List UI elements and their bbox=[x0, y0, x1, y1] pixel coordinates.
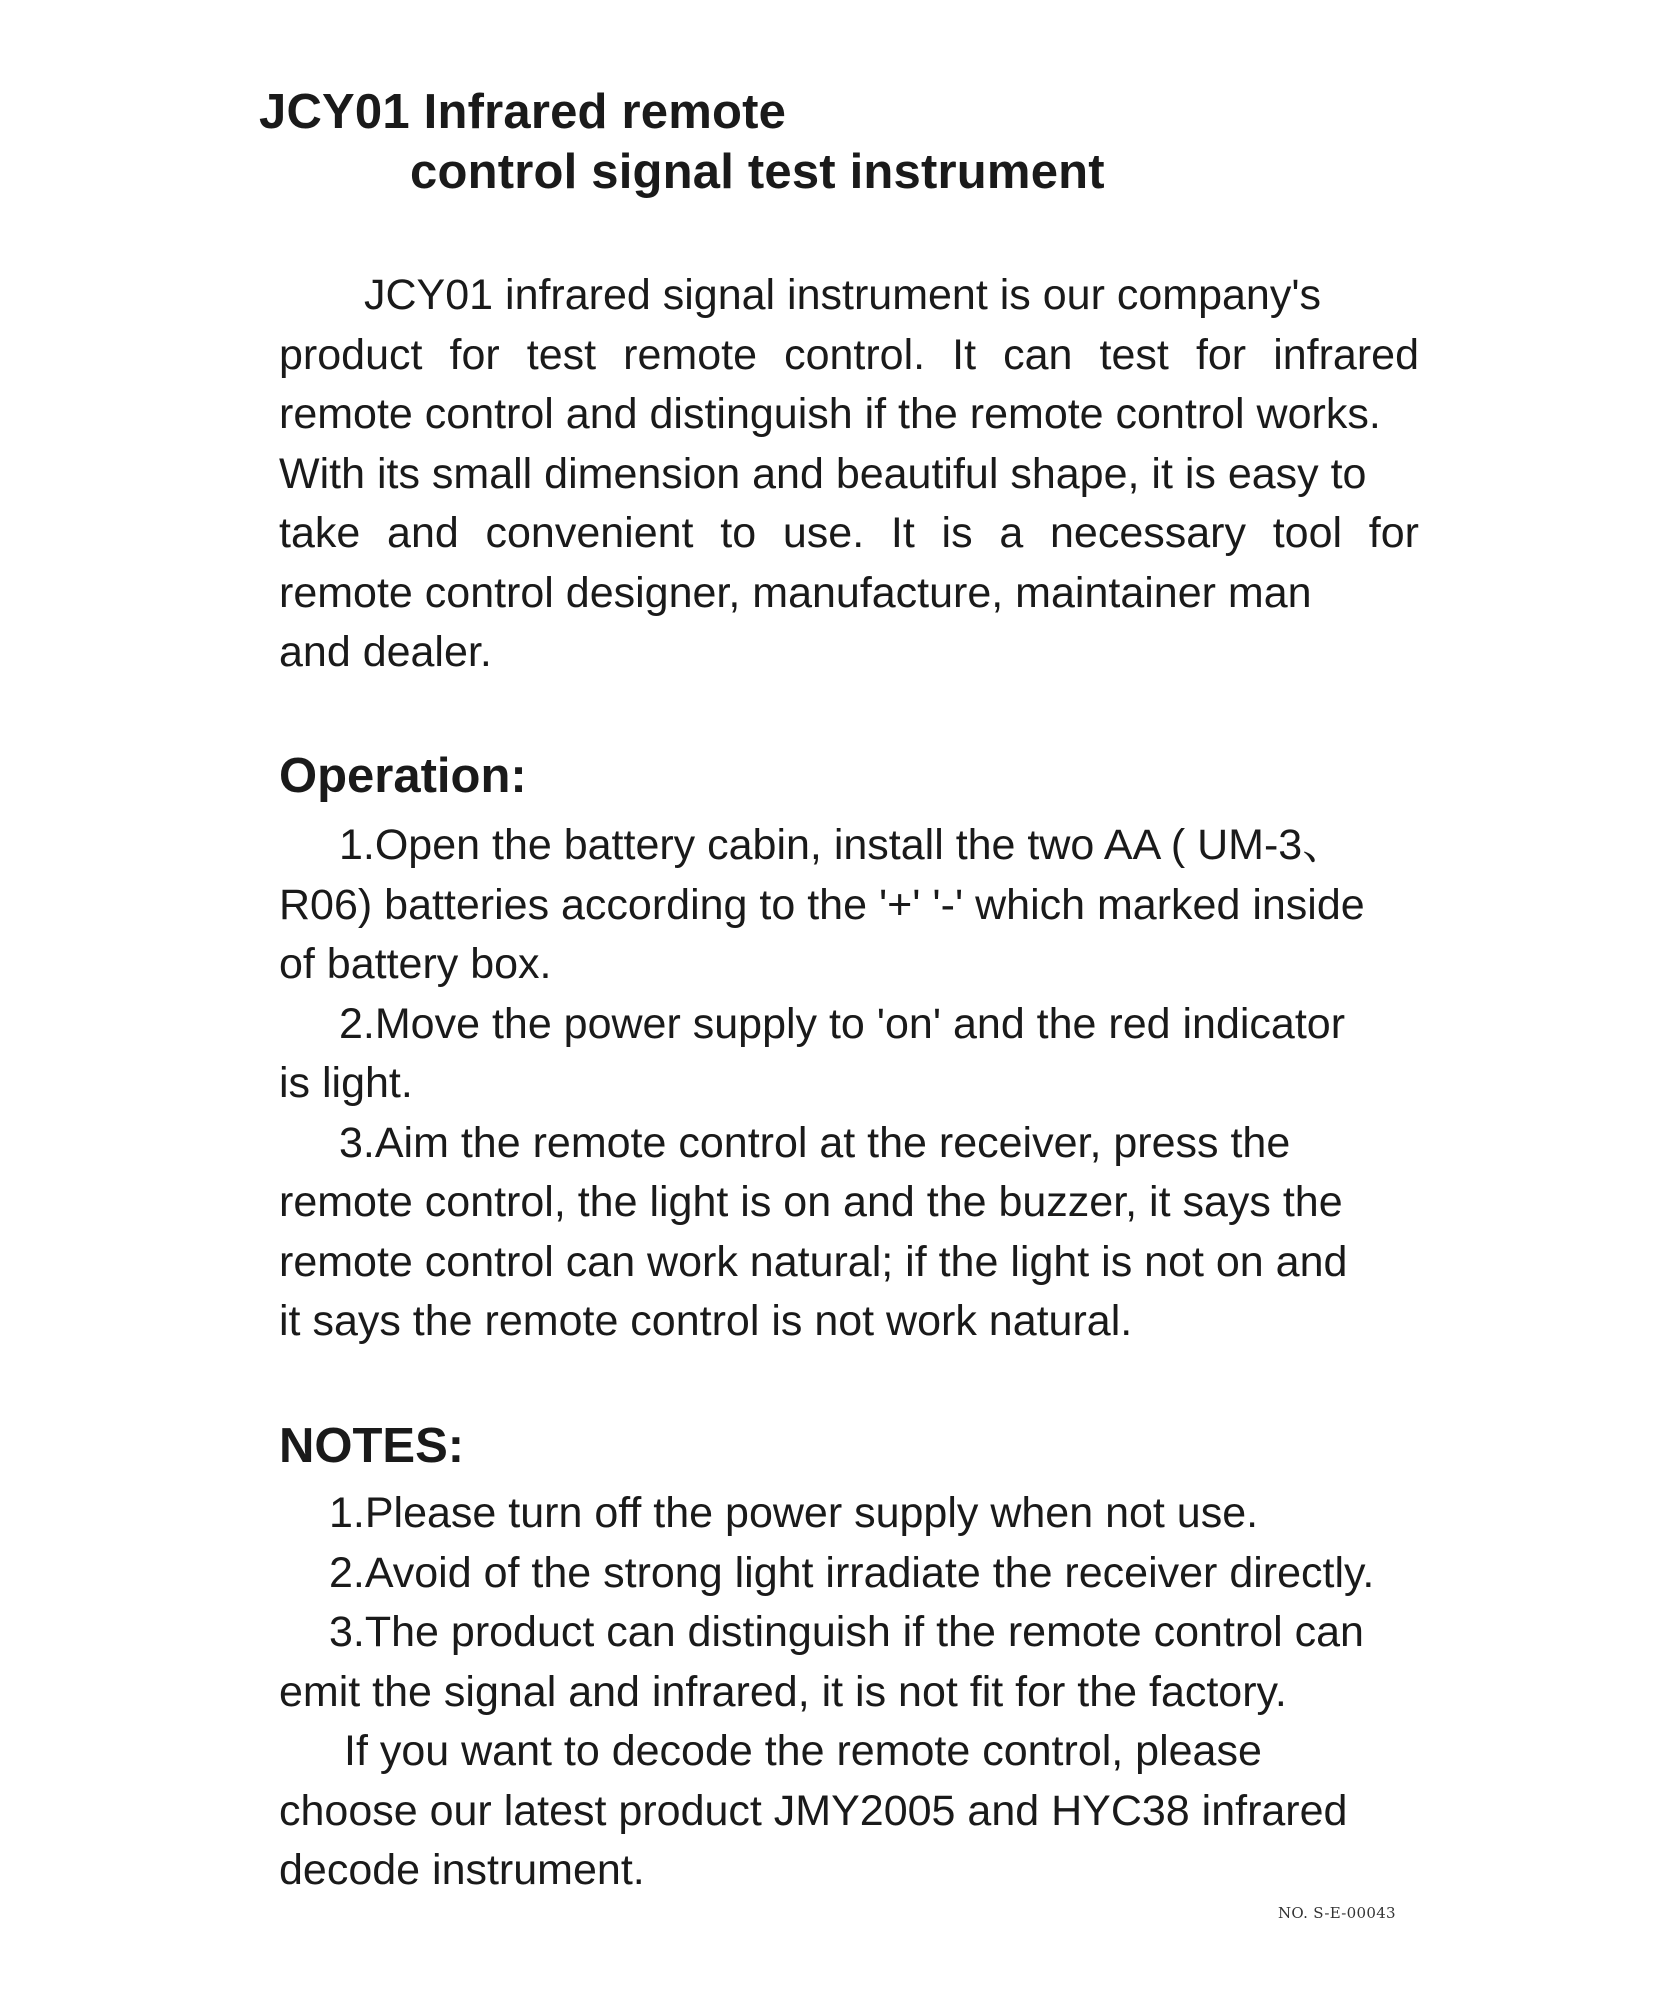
notes-line: emit the signal and infrared, it is not fit for the factory. bbox=[279, 1667, 1287, 1716]
operation-line: is light. bbox=[279, 1059, 413, 1107]
operation-steps bbox=[279, 816, 1419, 1352]
notes-line: 2.Avoid of the strong light irradiate the receiver directly. bbox=[329, 1548, 1375, 1597]
operation-heading: Operation: bbox=[279, 749, 527, 803]
operation-line: R06) batteries according to the '+' '-' which marked inside bbox=[279, 880, 1365, 929]
title-line-2: control signal test instrument bbox=[410, 145, 1105, 199]
intro-line: With its small dimension and beautiful shape, it is easy to bbox=[279, 449, 1367, 498]
notes-line: choose our latest product JMY2005 and HYC38 infrared bbox=[279, 1786, 1348, 1835]
operation-line: 3.Aim the remote control at the receiver, press the bbox=[339, 1118, 1291, 1167]
notes-heading: NOTES: bbox=[279, 1419, 465, 1473]
operation-line: 2.Move the power supply to 'on' and the red indicator bbox=[339, 999, 1346, 1048]
operation-line: it says the remote control is not work natural. bbox=[279, 1297, 1133, 1345]
notes-line: If you want to decode the remote control, please bbox=[344, 1727, 1262, 1775]
notes-line: 3.The product can distinguish if the remote control can bbox=[329, 1608, 1364, 1656]
intro-line: remote control and distinguish if the remote control works. bbox=[279, 390, 1381, 438]
intro-line: product for test remote control. It can test for infrared bbox=[279, 330, 1419, 379]
notes-list bbox=[279, 1484, 1419, 1901]
intro-line: take and convenient to use. It is a necessary tool for bbox=[279, 509, 1419, 557]
document-code: NO. S-E-00043 bbox=[1278, 1904, 1396, 1922]
operation-line: of battery box. bbox=[279, 940, 552, 988]
intro-line: JCY01 infrared signal instrument is our company's bbox=[364, 271, 1322, 319]
intro-line: and dealer. bbox=[279, 628, 492, 676]
title-line-1: JCY01 Infrared remote bbox=[259, 85, 787, 139]
operation-line: remote control, the light is on and the buzzer, it says the bbox=[279, 1178, 1343, 1226]
operation-line: remote control can work natural; if the light is not on and bbox=[279, 1237, 1348, 1286]
intro-line: remote control designer, manufacture, maintainer man bbox=[279, 568, 1312, 617]
notes-line: decode instrument. bbox=[279, 1846, 645, 1894]
operation-line: 1.Open the battery cabin, install the two AA ( UM-3、 bbox=[339, 821, 1346, 869]
intro-paragraph bbox=[279, 266, 1419, 683]
notes-line: 1.Please turn off the power supply when not use. bbox=[329, 1489, 1259, 1537]
